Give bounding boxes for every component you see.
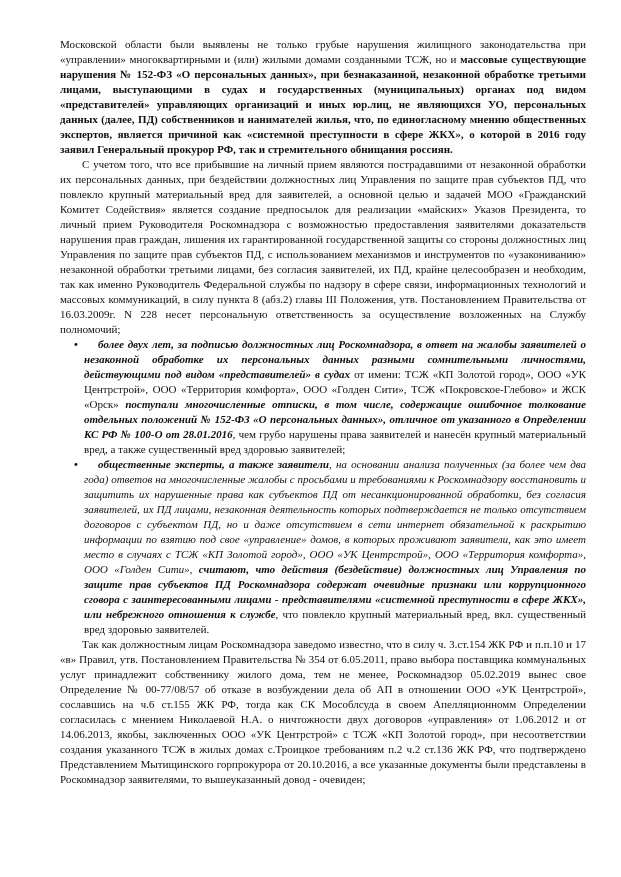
list-item-experts-lead: общественные эксперты, а также заявители	[98, 459, 330, 471]
list-item-two-years-orgs: от имени: ТСЖ «КП Золотой город», ООО «УК Центрстрой», ООО «Территория комфорта», ООО «Голден Сити», ТСЖ «Покровское-Глебово» и ЖСК «Орск»	[84, 369, 586, 411]
list-item-experts-conclusion: считают, что действия (бездействие) должностных лиц Управления по защите прав субъектов ПД Роскомнадзора содержат очевидные признаки или коррупционного сговора с заинтересованными лицами - представителями «системной преступности в сфере ЖКХ», или небрежного отношения к службе	[84, 564, 586, 621]
list-item-two-years-replies: поступали многочисленные отписки, в том числе, содержащие ошибочное толкование отдельных положений № 152-ФЗ «О персональных данных», отличное от указанного в Определении КС РФ № 100-О от 28.01.2016	[84, 399, 586, 441]
paragraph-intro-bold: массовые существующие нарушения № 152-ФЗ «О персональных данных», при безнаказанной, незаконной обработке третьими лицами, выступающими в судах и государственных (муниципальных) органах под видом «представителей» управляющих организаций и иных юр.лиц, не являющихся УО, персональных данных (далее, ПД) собственников и нанимателей жилья, что, по единогласному мнению общественных экспертов, является причиной как «системной преступности в сфере ЖКХ», о которой в 2016 году заявил Генеральный прокурор РФ, так и стремительного обнищания россиян.	[60, 54, 586, 156]
list-item-two-years	[60, 338, 586, 458]
list-item-experts	[60, 458, 586, 638]
document-page	[60, 38, 586, 788]
list-item-experts-analysis: , на основании анализа полученных (за более чем два года) ответов на многочисленные жалобы с просьбами и требованиями к Роскомнадзору восстановить и защитить их нарушенные права как субъектов ПД от несанкционированной обработки, без согласия заявителей, их ПД лицами, незаконная деятельность которых подтверждается не только отсутствием договоров с субъектом ПД, но и даже отсутствием в сети интернет обязательной к раскрытию информации по взятию под свое «управление» домов, в которых проживают заявители, как это имеет место в случаях с ТСЖ «КП Золотой город», ООО «УК Центрстрой», ООО «Территория комфорта», ООО «Голден Сити»,	[84, 459, 586, 576]
list-item-two-years-tail: , чем грубо нарушены права заявителей и нанесён крупный материальный вред, а также существенный вред здоровью заявителей;	[84, 429, 586, 456]
list-item-experts-tail: , что повлекло крупный материальный вред, вкл. существенный вред здоровью заявителей.	[84, 609, 586, 636]
paragraph-personal-reception: С учетом того, что все прибывшие на личный прием являются пострадавшими от незаконной обработки их персональных данных, при бездействии должностных лиц Управления по защите прав субъектов ПД, что повлекло крупный материальный вред для заявителей, а основной целью и задачей МОО «Гражданский Комитет Содействия» является создание предпосылок для реализации «майских» Указов Президента, то личный прием Руководителя Роскомнадзора с возможностью предоставления заявителями доказательств нарушения прав граждан, лишения их гарантированной государственной защиты со стороны должностных лиц Управления по защите прав субъектов ПД, с использованием механизмов и инструментов по «узакониванию» незаконной обработки третьими лицами, без согласия заявителей, их ПД, крайне целесообразен и необходим, так как именно Руководитель Федеральной службы по надзору в сфере связи, информационных технологий и массовых коммуникаций, в силу пункта 8 (абз.2) главы III Положения, утв. Постановлением Правительства от 16.03.2009г. N 228 несет персональную ответственность за осуществление возложенных на Службу полномочий;	[60, 159, 586, 336]
bullet-icon: •	[74, 459, 78, 471]
bullet-icon: •	[74, 339, 78, 351]
paragraph-intro-text: Московской области были выявлены не только грубые нарушения жилищного законодательства при «управлении» многоквартирными и (или) жилыми домами созданными ТСЖ, но и	[60, 39, 586, 66]
list-item-two-years-lead: более двух лет, за подписью должностных лиц Роскомнадзора, в ответ на жалобы заявителей о незаконной обработке их персональных данных разными сомнительными личностями, действующими под видом «представителей» в судах	[84, 339, 586, 381]
paragraph-intro	[60, 38, 586, 158]
paragraph-officials-known: Так как должностным лицам Роскомнадзора заведомо известно, что в силу ч. 3.ст.154 ЖК РФ и п.п.10 и 17 «в» Правил, утв. Постановлением Правительства № 354 от 6.05.2011, право выбора поставщика коммунальных услуг принадлежит собственнику жилого дома, тем не менее, Роскомнадзор 05.02.2019 вынес свое Определение № 00-77/08/57 об отказе в возбуждении дела об АП в отношении ООО «УК Центрстрой», сославшись на ч.6 ст.155 ЖК РФ, тогда как СК Мособлсуда в своем Апелляционномм Определении согласилась с мнением Николаевой Н.А. о ничтожности двух договоров «управления» от 1.06.2012 и от 14.06.2013, якобы, заключенных ООО «УК Центрстрой» с ТСЖ «КП Золотой город», при несоответствии создания указанного ТСЖ в жилых домах с.Троицкое требованиям п.2 ч.2 ст.136 ЖК РФ, что подтверждено Представлением Мытищинского горпрокурора от 20.10.2016, а все указанные документы были представлены в Роскомнадзор заявителями, то вышеуказанный довод - очевиден;	[60, 639, 586, 786]
